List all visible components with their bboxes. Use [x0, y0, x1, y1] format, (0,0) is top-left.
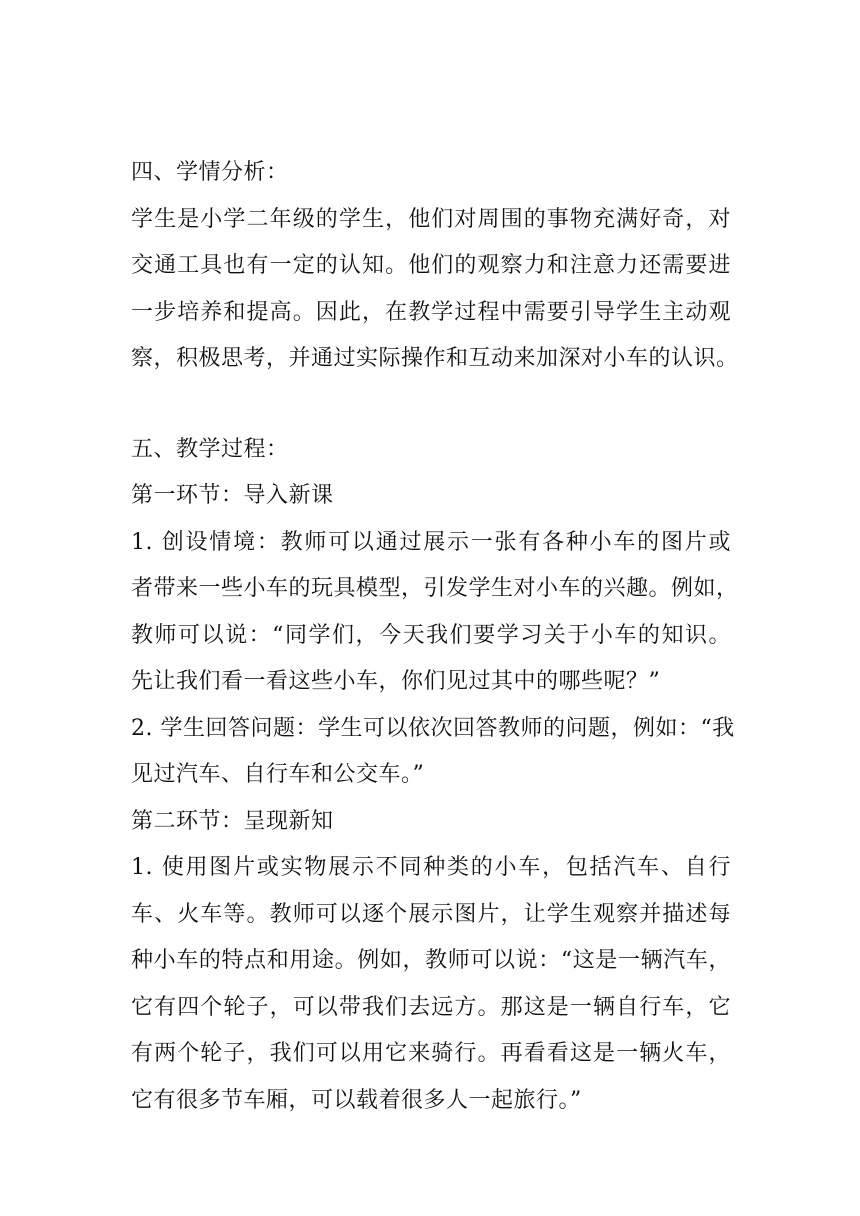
paragraph-line: 学生是小学二年级的学生，他们对周围的事物充满好奇，对 — [131, 206, 731, 232]
paragraph-line: 有两个轮子，我们可以用它来骑行。再看看这是一辆火车， — [131, 1041, 731, 1066]
section-heading-student-analysis: 四、学情分析： — [131, 160, 289, 185]
paragraph-line: 它有四个轮子，可以带我们去远方。那这是一辆自行车，它 — [131, 994, 731, 1020]
section-spacer — [131, 383, 731, 427]
paragraph-line: 种小车的特点和用途。例如，教师可以说：“这是一辆汽车， — [131, 948, 731, 973]
paragraph-line: 者带来一些小车的玩具模型，引发学生对小车的兴趣。例如， — [131, 576, 739, 601]
paragraph-line: 1. 使用图片或实物展示不同种类的小车，包括汽车、自行 — [131, 855, 731, 880]
document-body — [131, 150, 739, 1124]
subheading-stage-two: 第二环节：呈现新知 — [131, 808, 334, 834]
paragraph-line: 察，积极思考，并通过实际操作和互动来加深对小车的认识。 — [131, 346, 739, 371]
subheading-stage-one: 第一环节：导入新课 — [131, 483, 334, 508]
paragraph-line: 见过汽车、自行车和公交车。” — [131, 762, 425, 787]
paragraph-line: 它有很多节车厢，可以载着很多人一起旅行。” — [131, 1087, 582, 1113]
paragraph-line: 教师可以说：“同学们，今天我们要学习关于小车的知识。 — [131, 622, 731, 648]
paragraph-line: 先让我们看一看这些小车，你们见过其中的哪些呢？” — [131, 669, 661, 694]
paragraph-line: 车、火车等。教师可以逐个展示图片，让学生观察并描述每 — [131, 901, 731, 927]
paragraph-line: 一步培养和提高。因此，在教学过程中需要引导学生主动观 — [131, 299, 731, 325]
paragraph-line: 2. 学生回答问题：学生可以依次回答教师的问题，例如：“我 — [131, 715, 735, 741]
section-heading-teaching-process: 五、教学过程： — [131, 436, 289, 462]
paragraph-line: 交通工具也有一定的认知。他们的观察力和注意力还需要进 — [131, 253, 731, 278]
paragraph-line: 1. 创设情境：教师可以通过展示一张有各种小车的图片或 — [131, 529, 731, 555]
